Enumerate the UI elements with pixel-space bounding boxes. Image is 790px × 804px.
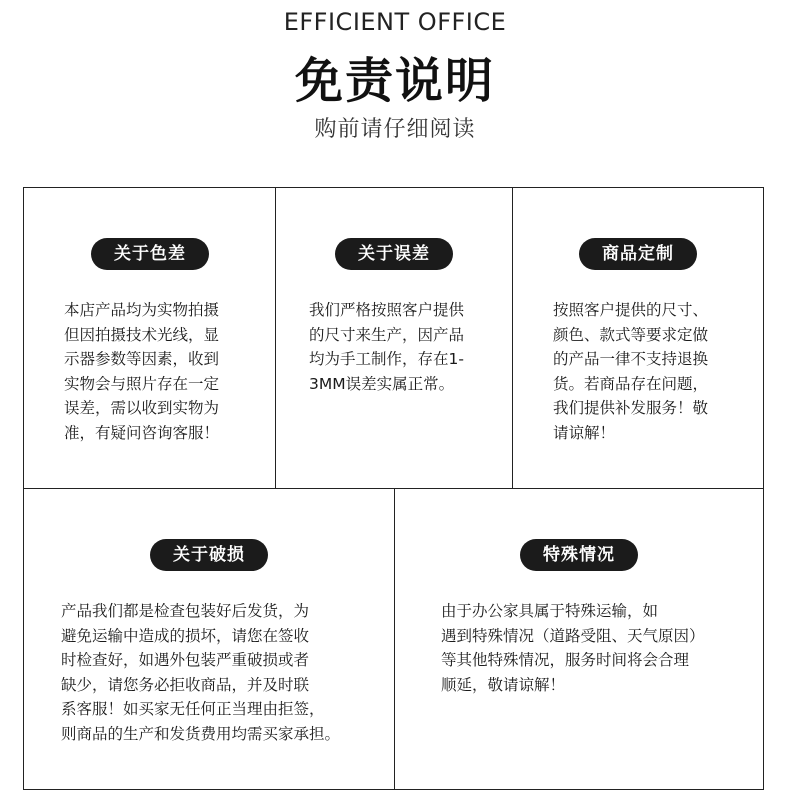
section-text: 我们严格按照客户提供 的尺寸来生产，因产品 均为手工制作，存在1- 3MM误差实属正常。 <box>309 301 465 393</box>
section-damage <box>23 488 395 790</box>
section-customization <box>512 187 764 489</box>
section-special-cases <box>394 488 764 790</box>
section-text: 产品我们都是检查包装好后发货，为 避免运输中造成的损坏，请您在签收 时检查好，如遇外包装严重破损或者 缺少，请您务必拒收商品，并及时联 系客服！如买家无任何正当理由拒签， 则商品的生产和发货费用均需买家承担。 <box>61 602 341 743</box>
section-label: 关于色差 <box>91 238 209 270</box>
section-text: 由于办公家具属于特殊运输，如 遇到特殊情况（道路受阻、天气原因） 等其他特殊情况，服务时间将会合理 顺延，敬请谅解！ <box>441 602 705 694</box>
section-label: 关于误差 <box>335 238 453 270</box>
header-subtitle: 购前请仔细阅读 <box>314 117 476 142</box>
section-label: 关于破损 <box>150 539 268 571</box>
section-label: 商品定制 <box>579 238 697 270</box>
header-subtitle-en: EFFICIENT OFFICE <box>283 8 507 36</box>
section-color-difference <box>23 187 276 489</box>
section-text: 本店产品均为实物拍摄 但因拍摄技术光线，显 示器参数等因素，收到 实物会与照片存在一定 误差，需以收到实物为 准，有疑问咨询客服！ <box>64 301 220 442</box>
page-title: 免责说明 <box>294 53 495 109</box>
section-label: 特殊情况 <box>520 539 638 571</box>
section-text: 按照客户提供的尺寸、 颜色、款式等要求定做 的产品一律不支持退换 货。若商品存在问题， 我们提供补发服务！敬 请谅解！ <box>553 301 709 442</box>
section-size-error <box>275 187 513 489</box>
